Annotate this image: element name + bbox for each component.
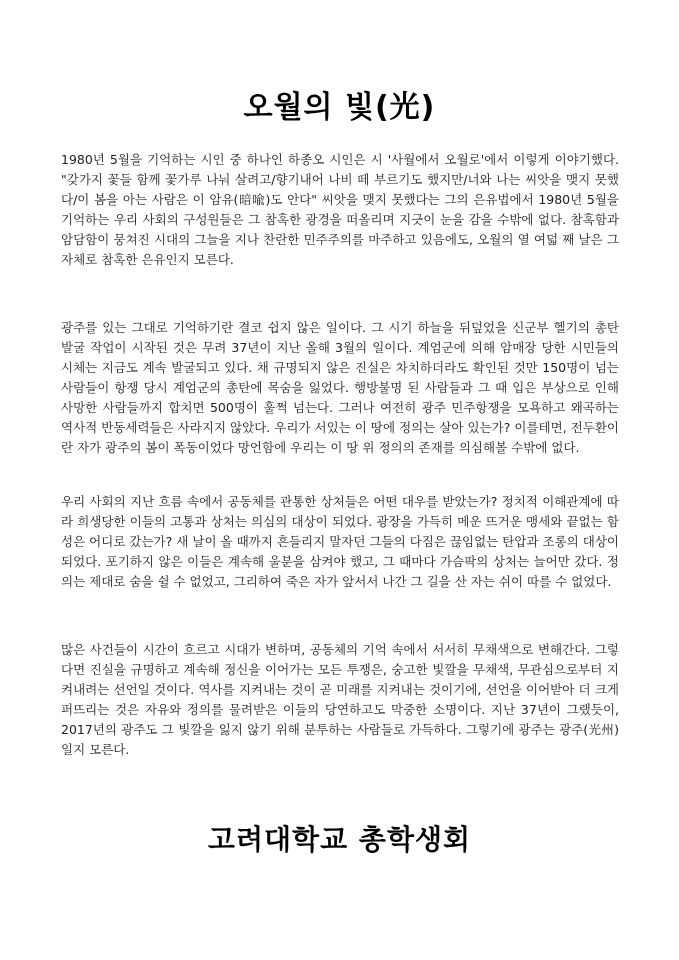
document-title: 오월의 빛(光) <box>243 90 436 125</box>
paragraph-2: 광주를 있는 그대로 기억하기란 결코 쉽지 않은 일이다. 그 시기 하늘을 뒤덮었을 신군부 헬기의 총탄 발굴 작업이 시작된 것은 무려 37년이 지난 올해 3월의 일이다. 계엄군에 의해 암매장 당한 시민들의 시체는 지금도 계속 발굴되고 있다. 채 규명되지 않은 진실은 차치하더라도 확인된 것만 150명이 넘는 사람들이 항쟁 당시 계엄군의 총탄에 목숨을 잃었다. 행방불명 된 사람들과 그 때 입은 부상으로 인해 사망한 사람들까지 합치면 500명이 훌쩍 넘는다. 그러나 여전히 광주 민주항쟁을 모욕하고 왜곡하는 역사적 반동세력들은 사라지지 않았다. 우리가 서있는 이 땅에 정의는 살아 있는가? 이를테면, 전두환이란 자가 광주의 봄이 폭동이었다 망언함에 우리는 이 땅 위 정의의 존재를 의심해볼 수밖에 없다. <box>61 320 619 455</box>
paragraph-3: 우리 사회의 지난 흐름 속에서 공동체를 관통한 상처들은 어떤 대우를 받았는가? 정치적 이해관계에 따라 희생당한 이들의 고통과 상처는 의심의 대상이 되었다. 광장을 가득히 메운 뜨거운 맹세와 끝없는 함성은 어디로 갔는가? 새 날이 올 때까지 흔들리지 말자던 그들의 다짐은 끊임없는 탄압과 조롱의 대상이 되었다. 포기하지 않은 이들은 계속해 울분을 삼켜야 했고, 그 때마다 가슴팍의 상처는 늘어만 갔다. 정의는 제대로 숨을 쉴 수 없었고, 그리하여 죽은 자가 앞서서 나간 그 길을 산 자는 쉬이 따를 수 없었다. <box>61 494 619 589</box>
signature-organization: 고려대학교 총학생회 <box>207 823 472 856</box>
paragraph-4: 많은 사건들이 시간이 흐르고 시대가 변하며, 공동체의 기억 속에서 서서히 무채색으로 변해간다. 그렇다면 진실을 규명하고 계속해 정신을 이어가는 모든 투쟁은, 숭고한 빛깔을 무채색, 무관심으로부터 지켜내려는 선언일 것이다. 역사를 지켜내는 것이 곧 미래를 지켜내는 것이기에, 선언을 이어받아 더 크게 퍼뜨리는 것은 자유와 정의를 물려받은 이들의 당연하고도 막중한 소명이다. 지난 37년이 그랬듯이, 2017년의 광주도 그 빛깔을 잃지 않기 위해 분투하는 사람들로 가득하다. 그렇기에 광주는 광주(光州)일지 모른다. <box>61 642 619 757</box>
paragraph-1: 1980년 5월을 기억하는 시인 중 하나인 하종오 시인은 시 '사월에서 오월로'에서 이렇게 이야기했다. "갖가지 꽃들 함께 꽃가루 나눠 살려고/향기내어 나비 떼 부르기도 했지만/너와 나는 씨앗을 맺지 못했다/이 봄을 아는 사람은 이 암유(暗喩)도 안다" 씨앗을 맺지 못했다는 그의 은유법에서 1980년 5월을 기억하는 우리 사회의 구성원들은 그 참혹한 광경을 떠올리며 지긋이 눈을 감을 수밖에 없다. 참혹함과 암담함이 뭉쳐진 시대의 그늘을 지나 찬란한 민주주의를 마주하고 있음에도, 오월의 열 여덟 째 날은 그 자체로 참혹한 은유인지 모른다. <box>61 152 619 267</box>
